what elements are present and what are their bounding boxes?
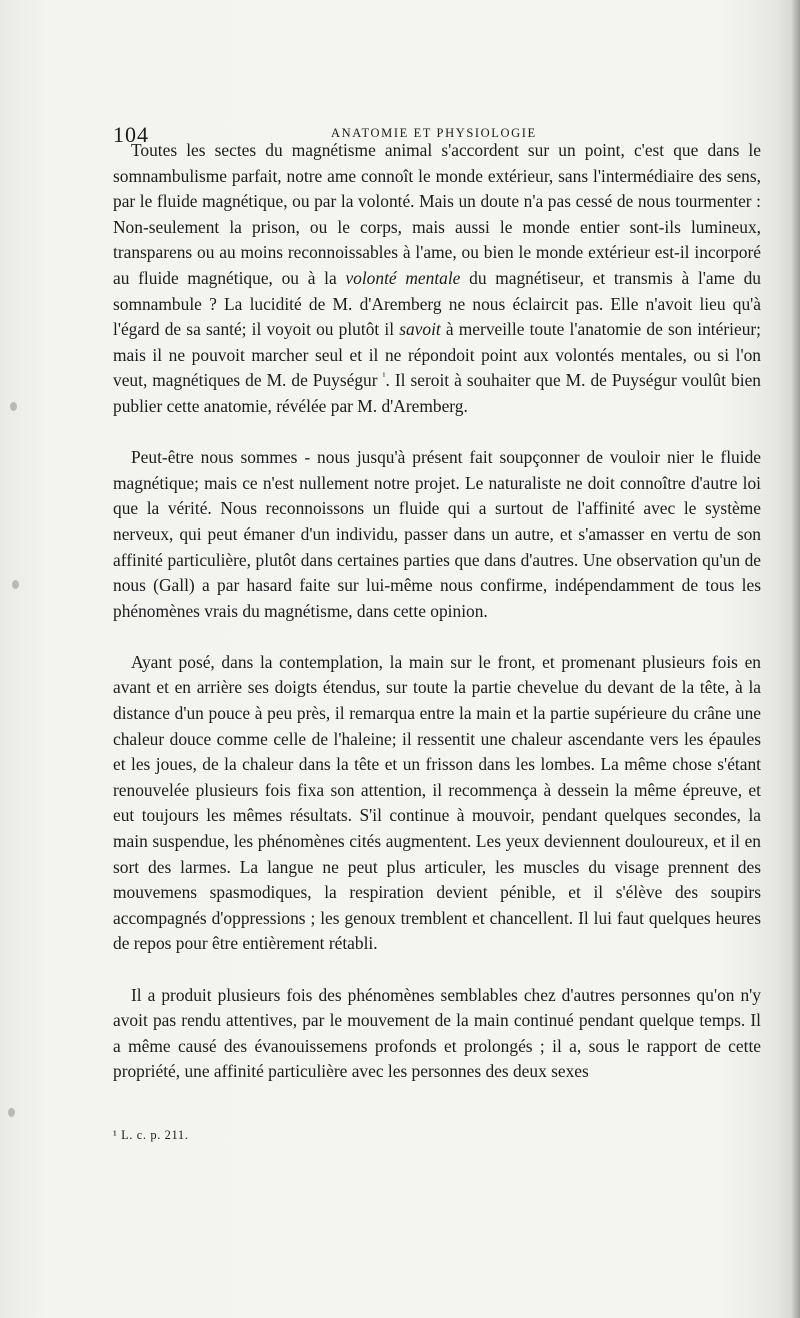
- paragraph-3: Ayant posé, dans la contemplation, la main sur le front, et promenant plusieurs fois en avant et en arrière ses doigts étendus, sur toute la partie chevelue du devant de la tête, à la distance d'un pouce à peu près, il remarqua entre la main et la partie supérieure du crâne une chaleur douce comme celle de l'haleine; il ressentit une chaleur ascendante vers les épaules et les joues, de la chaleur dans la tête et un frisson dans les lombes. La même chose s'étant renouvelée plusieurs fois fixa son attention, il recommença à dessein la même épreuve, et eut toujours les mêmes résultats. S'il continue à mouvoir, pendant quelques secondes, la main suspendue, les phénomènes cités augmentent. Les yeux deviennent douloureux, et il en sort des larmes. La langue ne peut plus articuler, les muscles du visage prennent des mouvemens spasmodiques, la respiration devient pénible, et il s'élève des soupirs accompagnés d'oppressions ; les genoux tremblent et chancellent. Il lui faut quelques heures de repos pour être entièrement rétabli.: [113, 651, 761, 954]
- margin-blemish: [12, 580, 19, 589]
- margin-blemish: [8, 1108, 15, 1117]
- paragraph-text: Toutes les sectes du magnétisme animal s'accordent sur un point, c'est que dans le somnambulisme parfait, notre ame connoît le monde extérieur, sans l'intermédiaire des sens, par le fluide magnétique, ou par la volonté. Mais un doute n'a pas cessé de nous tourmenter : Non-seulement la prison, ou le corps, mais aussi le monde entier sont-ils lumineux, transparens ou au moins reconnoissables à l'ame, ou bien le monde extérieur est-il incorporé au fluide magnétique, ou à la: [113, 140, 761, 288]
- page-edge-shadow: [790, 0, 800, 1318]
- margin-blemish: [10, 402, 17, 411]
- footnote-marker: ¹: [382, 371, 386, 383]
- body-text: [113, 138, 761, 1085]
- running-head: ANATOMIE ET PHYSIOLOGIE: [331, 126, 537, 140]
- footnote: ¹ L. c. p. 211.: [113, 1128, 189, 1142]
- paragraph-text: . Il seroit à souhaiter que M. de Puységur voulût bien publier cette anatomie, révélée par M. d'Aremberg.: [113, 370, 762, 416]
- paragraph-text: du magnétiseur, et transmis à l'ame du somnambule ? La lucidité de M. d'Aremberg ne nous éclaircit pas. Elle n'avoit lieu qu'à l'égard de sa santé; il voyoit ou plutôt il: [113, 267, 761, 340]
- paragraph-1: [113, 138, 761, 420]
- paragraph-4: Il a produit plusieurs fois des phénomènes semblables chez d'autres personnes qu'on n'y avoit pas rendu attentives, par le mouvement de la main continué pendant quelque temps. Il a même causé des évanouissemens profonds et prolongés ; il a, sous le rapport de cette propriété, une affinité particulière avec les personnes des deux sexes: [113, 984, 761, 1082]
- paragraph-text: à merveille toute l'anatomie de son intérieur; mais il ne pouvoit marcher seul et il ne répondoit point aux volontés mentales, ou si l'on veut, magnétiques de M. de Puységur: [113, 319, 762, 391]
- emphasis-volonte-mentale: volonté mentale: [345, 267, 461, 288]
- emphasis-savoit: savoit: [399, 319, 441, 340]
- paragraph-2: Peut-être nous sommes - nous jusqu'à présent fait soupçonner de vouloir nier le fluide magnétique; mais ce n'est nullement notre projet. Le naturaliste ne doit connoître d'autre loi que la vérité. Nous reconnoissons un fluide qui a surtout de l'affinité avec le système nerveux, qui peut émaner d'un individu, passer dans un autre, et s'amasser en vertu de son affinité particulière, plutôt dans certaines parties que dans d'autres. Une observation qu'un de nous (Gall) a par hasard faite sur lui-même nous confirme, indépendamment de tous les phénomènes vrais du magnétisme, dans cette opinion.: [113, 447, 761, 621]
- page-number: 104: [113, 122, 149, 147]
